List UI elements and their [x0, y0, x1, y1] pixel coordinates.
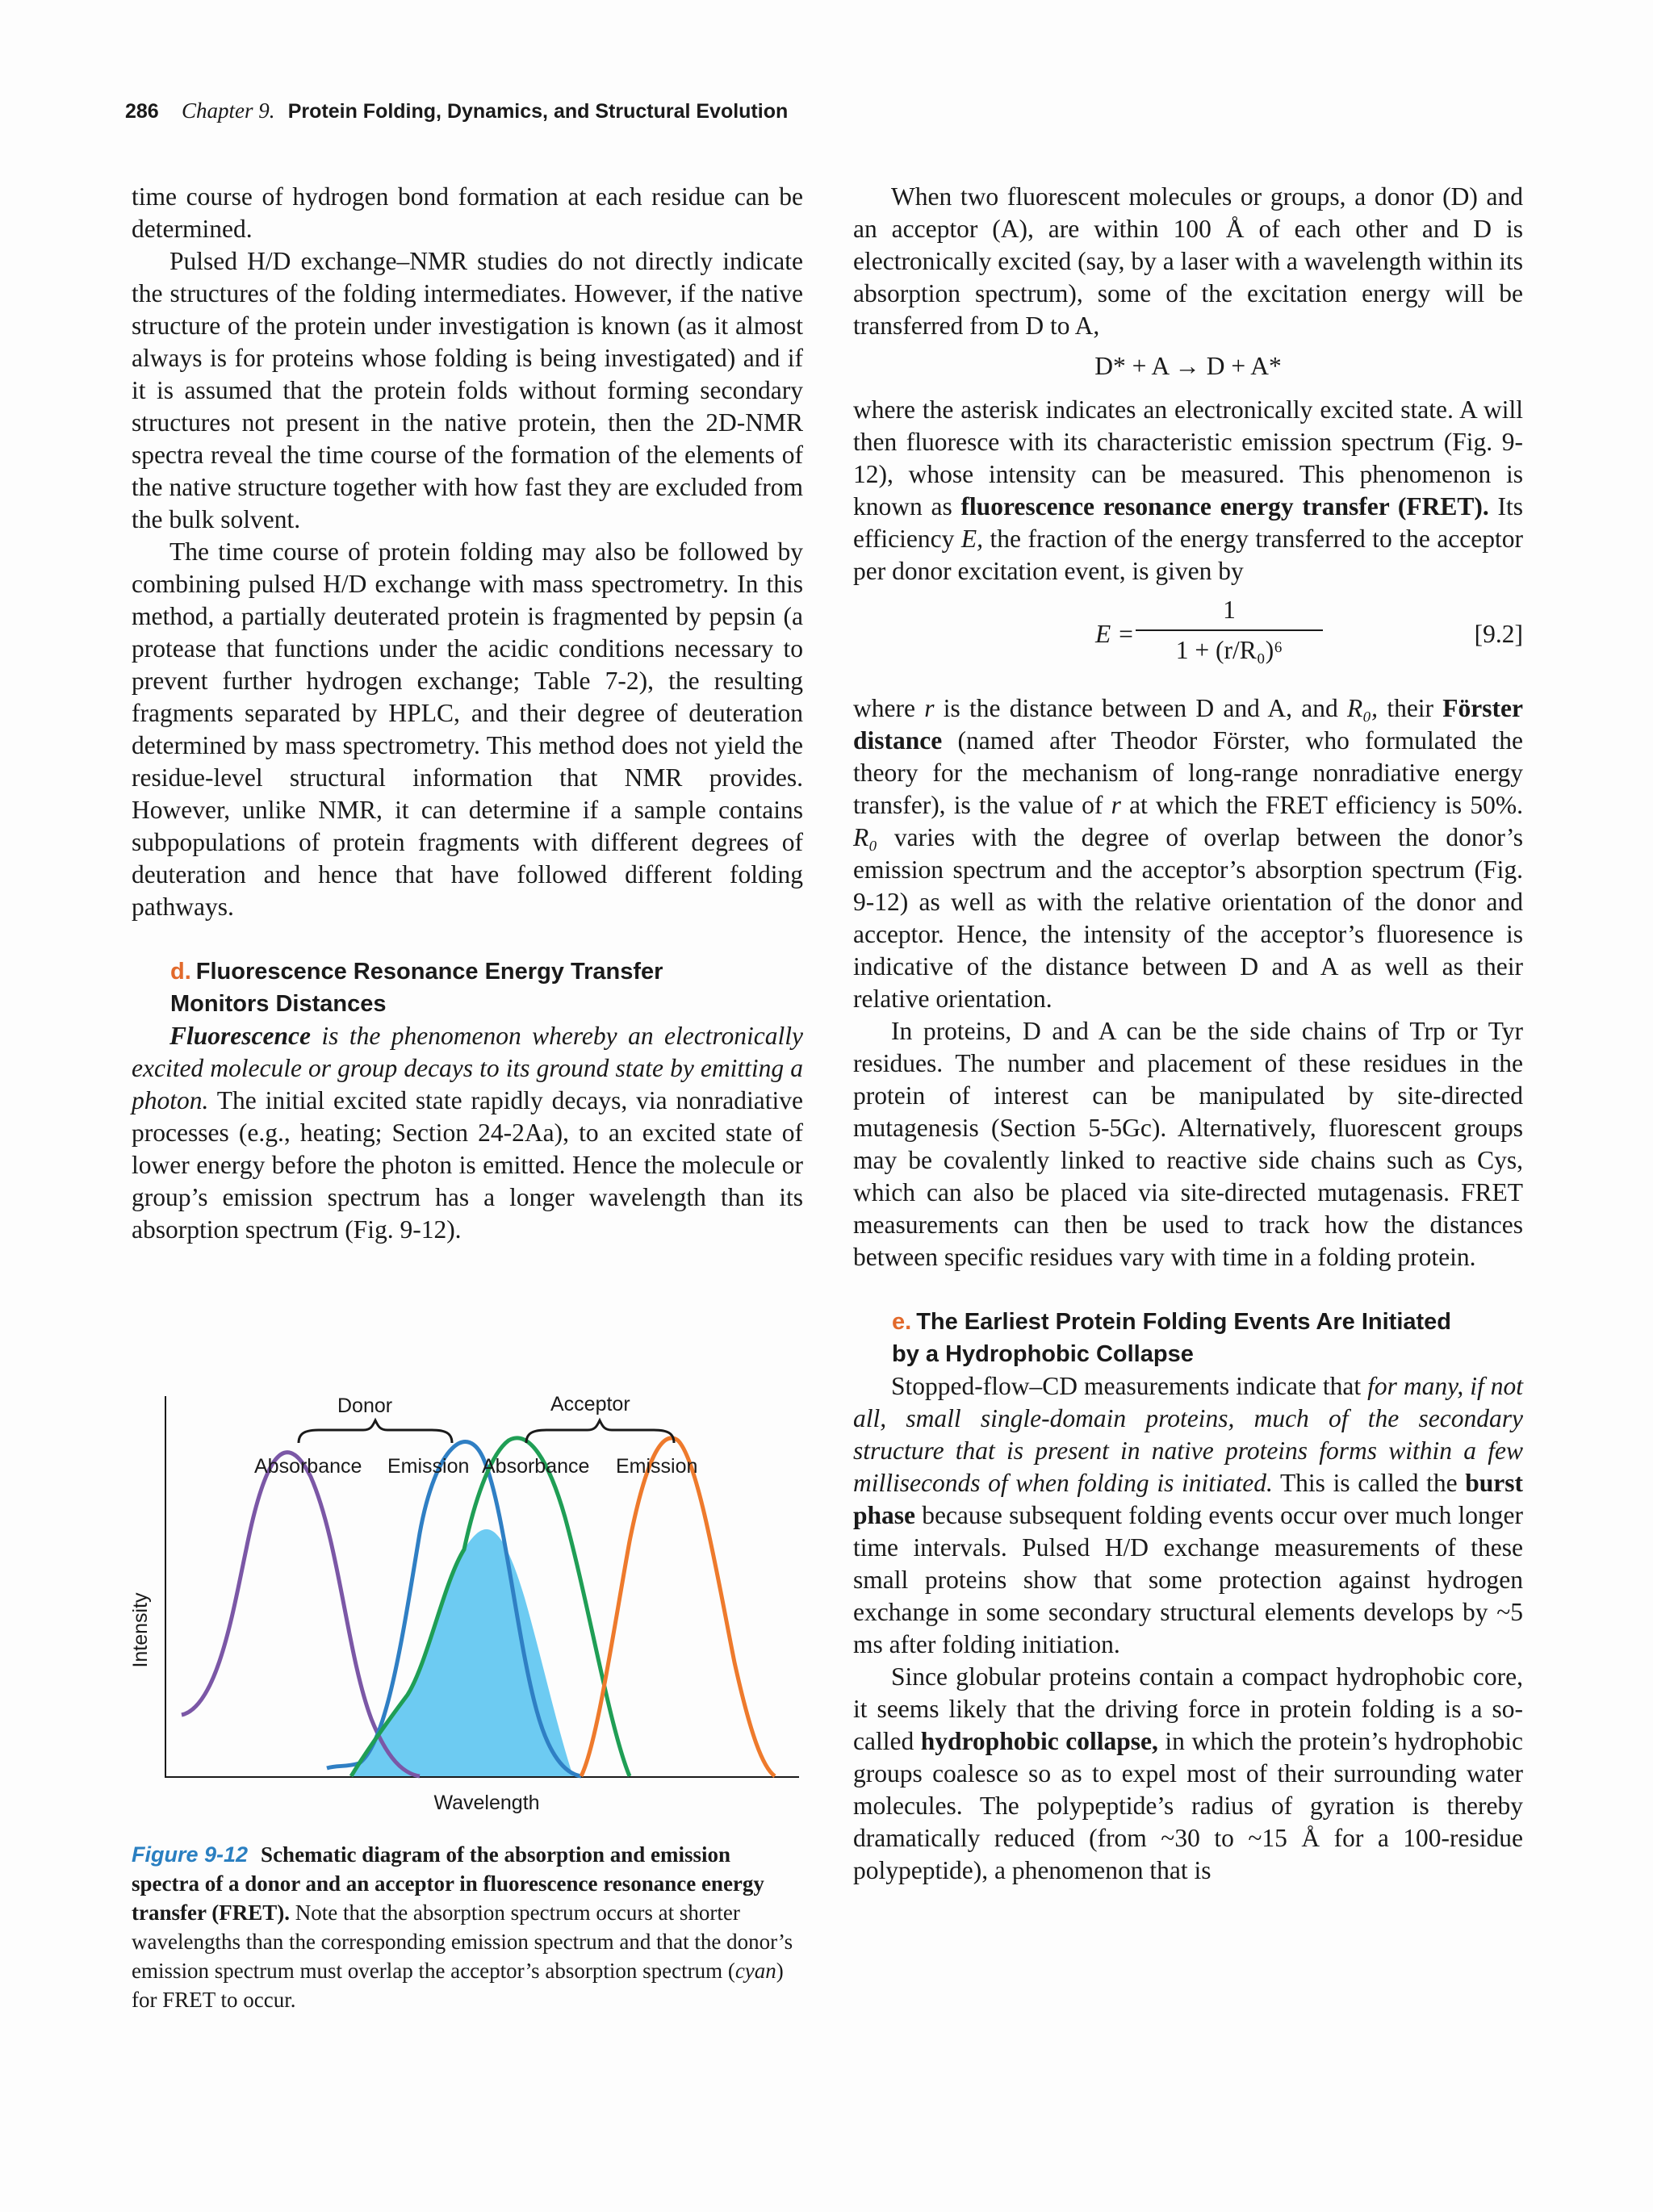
text: in which the protein’s hydrophobic groups coalesce so as to expel most of their surrounding water molecules. The polypeptide’s radius of gyration is thereby dramatically reduced (from ~30 to ~15 Å for a 100-residue polypeptide), a phenomenon that is: [853, 1727, 1523, 1884]
label-acceptor: Acceptor: [550, 1393, 630, 1415]
text: Its efficiency: [853, 492, 1523, 553]
fraction-numerator: 1: [1136, 594, 1323, 631]
term-forster-distance: Förster distance: [853, 694, 1523, 755]
term-hydrophobic-collapse: hydrophobic collapse,: [920, 1727, 1158, 1755]
equation-fraction: [1136, 594, 1323, 667]
paragraph-text: The initial excited state rapidly decays, via nonradiative processes (e.g., heating; Section 24-2Aa), to an excited state of lower energy before the photon is emitted. Hence the molecule or group’s emission spectrum has a longer wavelength than its absorption spectrum (Fig. 9-12).: [132, 1086, 803, 1244]
text: is the distance between D and A, and: [934, 694, 1347, 722]
x-axis-label: Wavelength: [433, 1792, 540, 1814]
paragraph: [853, 1661, 1523, 1887]
section-title-line1: The Earliest Protein Folding Events Are Initiated: [916, 1309, 1452, 1335]
label-absorbance-acceptor: Absorbance: [482, 1455, 590, 1478]
acceptor-emission-curve: [581, 1438, 775, 1776]
italic-definition: is the phenomenon whereby an electronically excited molecule or group decays to its ground state by emitting a photon.: [132, 1022, 803, 1114]
figure-caption: [132, 1840, 801, 2014]
term-burst-phase: burst phase: [853, 1469, 1524, 1529]
equation-9-2: [853, 594, 1523, 683]
text: their: [1378, 694, 1443, 722]
section-title-line1: Fluorescence Resonance Energy Transfer: [195, 959, 663, 985]
section-d-heading: [132, 955, 803, 1020]
label-donor: Donor: [337, 1395, 393, 1417]
caption-text-end: ) for FRET to occur.: [132, 1959, 784, 2012]
symbol-E: E,: [960, 525, 983, 553]
chapter-title: Protein Folding, Dynamics, and Structural Evolution: [287, 100, 789, 123]
term-fluorescence: Fluorescence: [169, 1022, 311, 1050]
caption-text: Note that the absorption spectrum occurs at shorter wavelengths than the corresponding emission spectrum and that the donor’s emission spectrum must overlap the acceptor’s absorption spectrum (: [132, 1900, 793, 1983]
donor-brace: [299, 1420, 452, 1443]
label-absorbance-donor: Absorbance: [254, 1455, 362, 1478]
symbol-R0: R₀,: [1346, 694, 1379, 722]
symbol-r: r: [1111, 791, 1121, 819]
text: Stopped-flow–CD measurements indicate that: [891, 1372, 1368, 1400]
paragraph: [853, 394, 1523, 587]
text: This is called the: [1272, 1469, 1466, 1497]
equation-number: [9.2]: [1474, 620, 1523, 648]
text: where the asterisk indicates an electronically excited state. A will then fluoresce with its characteristic emission spectrum (Fig. 9-12), whose intensity can be measured. This phenomenon is known as: [853, 395, 1523, 521]
paragraph: [132, 1020, 803, 1246]
paragraph: [853, 692, 1523, 1015]
label-emission-acceptor: Emission: [616, 1455, 698, 1478]
section-title-line2: by a Hydrophobic Collapse: [892, 1341, 1194, 1367]
fret-spectra-chart: [129, 1388, 807, 1816]
paragraph: When two fluorescent molecules or groups, a donor (D) and an acceptor (A), are within 100 Å of each other and D is electronically excited (say, by a laser with a wavelength within its absorption spectrum), some of the excitation energy will be transferred from D to A,: [853, 182, 1523, 340]
paragraph: The time course of protein folding may also be followed by combining pulsed H/D exchange with mass spectrometry. In this method, a partially deuterated protein is fragmented by pepsin (a protease that functions under the acidic conditions necessary to prevent further hydrogen exchange; Table 7-2), the resulting fragments separated by HPLC, and their degree of deuteration determined by mass spectrometry. This method does not yield the residue-level structural information that NMR provides. However, unlike NMR, it can determine if a sample contains subpopulations of protein fragments with different degrees of deuteration and hence that have followed different folding pathways.: [132, 537, 803, 921]
figure-9-12: [129, 1388, 807, 1816]
figure-label: Figure 9-12: [132, 1842, 249, 1867]
overlap-region: [353, 1529, 573, 1776]
equation-lhs: E =: [1095, 620, 1135, 648]
label-emission-donor: Emission: [387, 1455, 470, 1478]
fraction-denominator: 1 + (r/R₀)⁶: [1175, 636, 1283, 664]
section-e-heading: [853, 1306, 1523, 1370]
text: varies with the degree of overlap between the donor’s emission spectrum and the acceptor’s absorption spectrum (Fig. 9-12) as well as with the relative orientation of the donor and acceptor. Hence, the intensity of the acceptor’s fluoresence is indicative of the distance between D and A as well as their relative orientation.: [853, 823, 1523, 1013]
text: because subsequent folding events occur over much longer time intervals. Pulsed H/D exchange measurements of these small proteins show that some protection against hydrogen exchange in some secondary structural elements develops by ~5 ms after folding initiation.: [853, 1501, 1523, 1658]
caption-title: Schematic diagram of the absorption and emission spectra of a donor and an acceptor in fluorescence resonance energy transfer (FRET).: [132, 1842, 764, 1925]
left-column: [132, 181, 803, 1246]
running-header: [125, 98, 788, 123]
section-letter: e.: [892, 1309, 912, 1335]
paragraph: Pulsed H/D exchange–NMR studies do not directly indicate the structures of the folding intermediates. However, if the native structure of the protein under investigation is known (as it almost always is for proteins whose folding is being investigated) and if it is assumed that the protein folds without forming secondary structures not present in the native protein, then the 2D-NMR spectra reveal the time course of the formation of the elements of the native structure together with how fast they are excluded from the bulk solvent.: [132, 247, 803, 533]
y-axis-label: Intensity: [129, 1592, 152, 1668]
right-column: [853, 181, 1523, 1887]
section-letter: d.: [170, 959, 191, 985]
page-number: 286: [125, 100, 159, 123]
caption-italic: cyan: [734, 1959, 776, 1983]
text: (named after Theodor Förster, who formulated the theory for the mechanism of long-range nonradiative energy transfer), is the value of: [853, 726, 1523, 819]
symbol-r: r: [924, 694, 935, 722]
symbol-R0: R₀: [853, 823, 878, 851]
paragraph: time course of hydrogen bond formation at each residue can be determined.: [132, 182, 803, 243]
equation-energy-transfer: D* + A → D + A*: [1094, 352, 1282, 380]
paragraph: [853, 1370, 1523, 1661]
term-fret: fluorescence resonance energy transfer (FRET).: [960, 492, 1489, 521]
paragraph: In proteins, D and A can be the side chains of Trp or Tyr residues. The number and placement of these residues in the protein of interest can be manipulated by site-directed mutagenesis (Section 5-5Gc). Alternatively, fluorescent groups may be covalently linked to reactive side chains such as Cys, which can also be placed via site-directed mutagenasis. FRET measurements can then be used to track how the distances between specific residues vary with time in a folding protein.: [853, 1017, 1523, 1271]
section-title-line2: Monitors Distances: [170, 991, 387, 1017]
italic-statement: for many, if not all, small single-domain proteins, much of the secondary structure that is present in native proteins forms within a few milliseconds of when folding is initiated.: [853, 1372, 1523, 1497]
text: Since globular proteins contain a compact hydrophobic core, it seems likely that the driving force in protein folding is a so-called: [853, 1662, 1523, 1755]
chapter-label: Chapter 9.: [181, 98, 275, 123]
text: the fraction of the energy transferred to the acceptor per donor excitation event, is given by: [853, 525, 1523, 585]
acceptor-brace: [526, 1420, 674, 1443]
text: where: [853, 694, 925, 722]
text: at which the FRET efficiency is 50%.: [1120, 791, 1523, 819]
